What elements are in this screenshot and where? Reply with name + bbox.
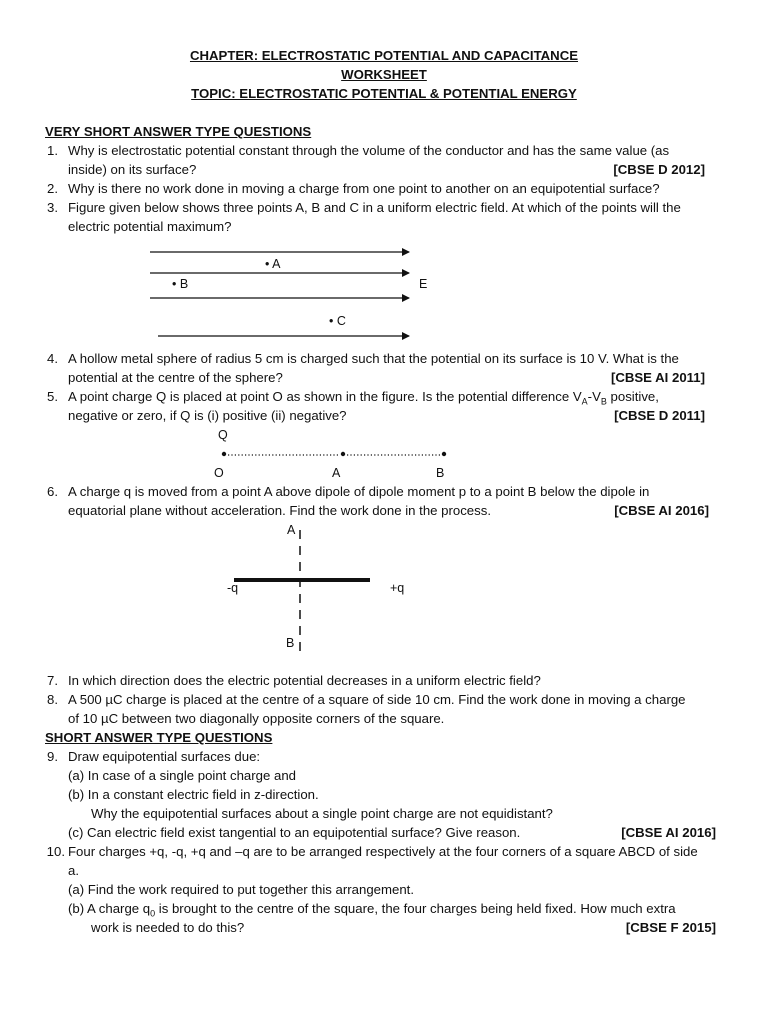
question-text: A hollow metal sphere of radius 5 cm is charged such that the potential on its surface is 10 V. What is the xyxy=(68,351,679,366)
question-text: Why is electrostatic potential constant through the volume of the conductor and has the same value (as xyxy=(68,143,670,158)
citation: [CBSE AI 2016] xyxy=(614,503,709,518)
question-number: 10. xyxy=(46,844,65,859)
question-text: A 500 µC charge is placed at the centre of a square of side 10 cm. Find the work done in moving a charge xyxy=(68,692,686,707)
question-text: A charge q is moved from a point A above dipole of dipole moment p to a point B below the dipole in xyxy=(68,484,650,499)
dipole-point-a-label: A xyxy=(287,523,296,537)
question-text: Four charges +q, -q, +q and –q are to be arranged respectively at the four corners of a square ABCD of side xyxy=(68,844,698,859)
question-number: 3. xyxy=(47,200,58,215)
question-text: potential at the centre of the sphere? xyxy=(68,370,283,385)
citation: [CBSE AI 2016] xyxy=(621,825,716,840)
question-text: a. xyxy=(68,863,79,878)
question-text: inside) on its surface? xyxy=(68,162,197,177)
question-number: 7. xyxy=(47,673,58,688)
citation: [CBSE F 2015] xyxy=(625,920,716,935)
point-o-label: O xyxy=(214,466,224,480)
sub-question-c: (c) Can electric field exist tangential to an equipotential surface? Give reason. xyxy=(68,825,521,840)
citation: [CBSE AI 2011] xyxy=(610,370,705,385)
sub-question-b: (b) In a constant electric field in z-direction. xyxy=(68,787,319,802)
topic-title: TOPIC: ELECTROSTATIC POTENTIAL & POTENTIAL ENERGY xyxy=(191,86,577,101)
question-text: electric potential maximum? xyxy=(68,219,232,234)
sub-question-b-text: work is needed to do this? xyxy=(91,920,245,935)
sub-question-b: (b) A charge $q_0$ is brought to the centre of the square, the four charges being held fixed. How much extra xyxy=(68,901,676,919)
question-text: A point charge Q is placed at point O as shown in the figure. Is the potential difference $V_A-V_B$ positive, xyxy=(68,389,659,407)
dipole-point-b-label: B xyxy=(286,636,295,650)
question-number: 1. xyxy=(47,143,58,158)
section-very-short: VERY SHORT ANSWER TYPE QUESTIONS xyxy=(45,124,312,139)
question-number: 9. xyxy=(47,749,58,764)
point-c-label: • C xyxy=(329,314,346,328)
question-text: equatorial plane without acceleration. Find the work done in the process. xyxy=(68,503,491,518)
negative-charge-label: -q xyxy=(227,581,239,595)
point-a-label: • A xyxy=(265,257,281,271)
section-short: SHORT ANSWER TYPE QUESTIONS xyxy=(45,730,273,745)
question-number: 6. xyxy=(47,484,58,499)
charge-q-label: Q xyxy=(218,428,228,442)
question-text: negative or zero, if Q is (i) positive (ii) negative? xyxy=(68,408,347,423)
positive-charge-label: +q xyxy=(390,581,405,595)
question-text: In which direction does the electric potential decreases in a uniform electric field? xyxy=(68,673,541,688)
question-number: 8. xyxy=(47,692,58,707)
worksheet-title: WORKSHEET xyxy=(341,67,427,82)
chapter-title: CHAPTER: ELECTROSTATIC POTENTIAL AND CAPACITANCE xyxy=(189,48,579,63)
citation: [CBSE D 2011] xyxy=(614,408,705,423)
question-text: Draw equipotential surfaces due: xyxy=(68,749,261,764)
question-text: Figure given below shows three points A, B and C in a uniform electric field. At which of the points will the xyxy=(68,200,681,215)
sub-question-a: (a) Find the work required to put together this arrangement. xyxy=(68,882,414,897)
question-number: 5. xyxy=(47,389,58,404)
field-e-label: E xyxy=(419,277,428,291)
point-b-label: B xyxy=(436,466,445,480)
question-number: 2. xyxy=(47,181,58,196)
point-a-label: A xyxy=(332,466,341,480)
point-b-label: • B xyxy=(172,277,189,291)
sub-question-b-text: Why the equipotential surfaces about a single point charge are not equidistant? xyxy=(91,806,553,821)
question-text: Why is there no work done in moving a charge from one point to another on an equipotential surface? xyxy=(68,181,660,196)
question-number: 4. xyxy=(47,351,58,366)
citation: [CBSE D 2012] xyxy=(613,162,705,177)
sub-question-a: (a) In case of a single point charge and xyxy=(68,768,296,783)
question-text: of 10 µC between two diagonally opposite corners of the square. xyxy=(68,711,445,726)
